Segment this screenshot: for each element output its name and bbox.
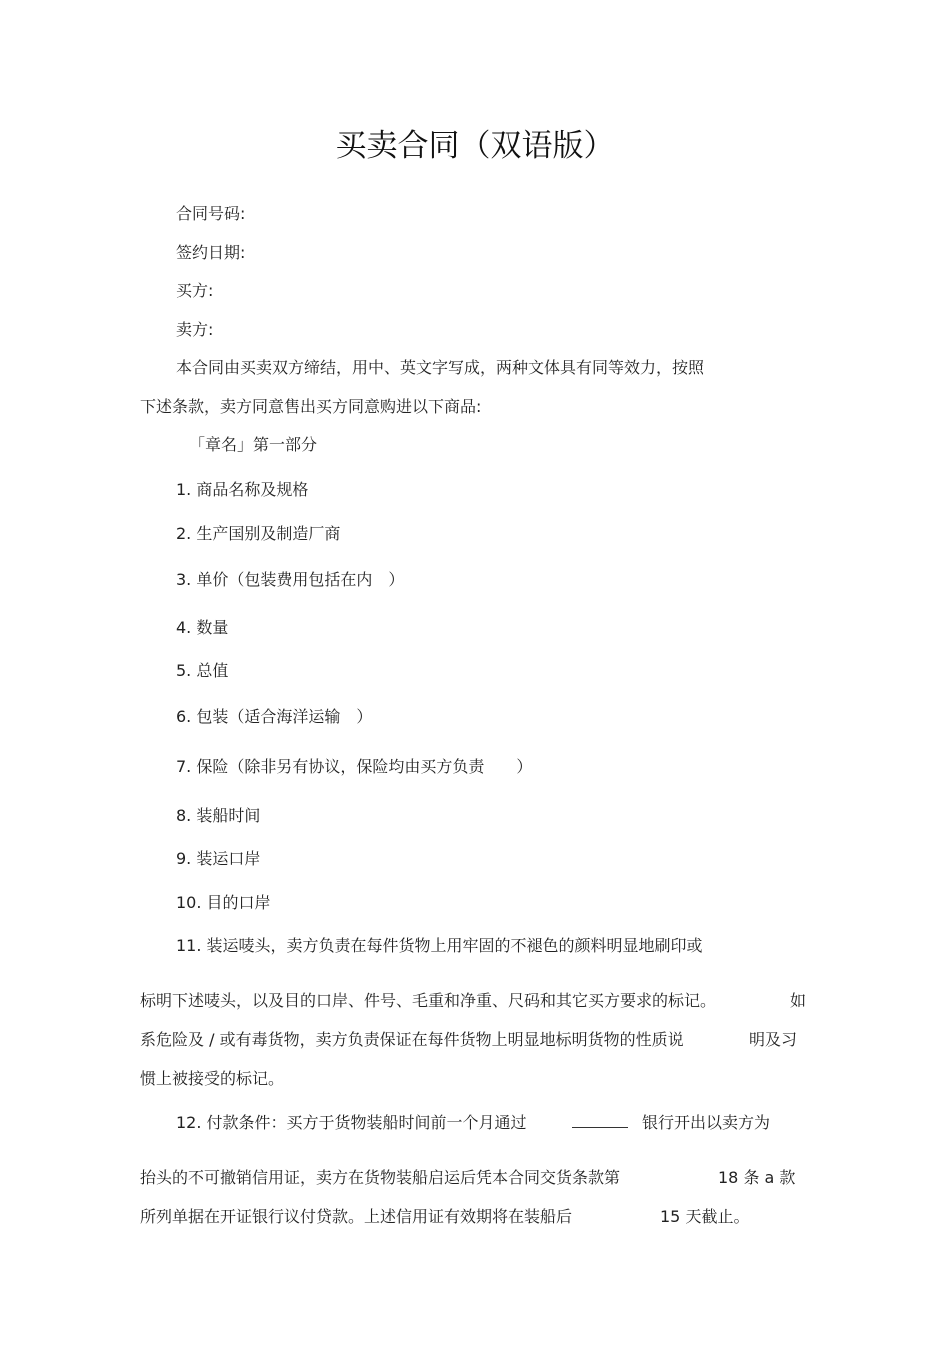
list-item: 6. 包装（适合海洋运输 ） [176, 707, 373, 726]
list-item: 2. 生产国别及制造厂商 [176, 524, 341, 543]
list-item: 5. 总值 [176, 661, 229, 680]
contract-number-label: 合同号码: [176, 204, 246, 223]
clause-12-line-3-end: 15 天截止。 [660, 1207, 750, 1226]
list-item: 1. 商品名称及规格 [176, 480, 309, 499]
list-item: 10. 目的口岸 [176, 893, 271, 912]
clause-12-line-1-end: 银行开出以卖方为 [642, 1113, 771, 1132]
clause-12-line-1: 12. 付款条件：买方于货物装船时间前一个月通过 [176, 1113, 527, 1132]
clause-11-line-4: 惯上被接受的标记。 [140, 1069, 285, 1088]
clause-11-line-3: 系危险及 / 或有毒货物，卖方负责保证在每件货物上明显地标明货物的性质说 [140, 1030, 684, 1049]
clause-11-line-2-end: 如 [790, 991, 807, 1010]
clause-12-line-2-end: 18 条 a 款 [718, 1168, 796, 1187]
chapter-heading: 「章名」第一部分 [189, 435, 318, 454]
clause-12-line-3: 所列单据在开证银行议付贷款。上述信用证有效期将在装船后 [140, 1207, 573, 1226]
sign-date-label: 签约日期: [176, 243, 246, 262]
seller-label: 卖方: [176, 320, 214, 339]
clause-11-line-2: 标明下述唛头，以及目的口岸、件号、毛重和净重、尺码和其它买方要求的标记。 [140, 991, 717, 1010]
list-item: 7. 保险（除非另有协议，保险均由买方负责 ） [176, 757, 533, 776]
list-item: 9. 装运口岸 [176, 849, 261, 868]
clause-12-line-2: 抬头的不可撤销信用证，卖方在货物装船启运后凭本合同交货条款第 [140, 1168, 621, 1187]
clause-11-line-1: 11. 装运唛头，卖方负责在每件货物上用牢固的不褪色的颜料明显地刷印或 [176, 936, 703, 955]
list-item: 8. 装船时间 [176, 806, 261, 825]
list-item: 4. 数量 [176, 618, 229, 637]
buyer-label: 买方: [176, 281, 214, 300]
document-title: 买卖合同（双语版） [335, 128, 615, 164]
clause-11-line-3-end: 明及习 [749, 1030, 798, 1049]
intro-line-2: 下述条款，卖方同意售出买方同意购进以下商品: [140, 397, 482, 416]
bank-name-blank[interactable] [572, 1113, 628, 1133]
intro-line-1: 本合同由买卖双方缔结，用中、英文字写成，两种文体具有同等效力，按照 [176, 358, 705, 377]
list-item: 3. 单价（包装费用包括在内 ） [176, 570, 405, 589]
